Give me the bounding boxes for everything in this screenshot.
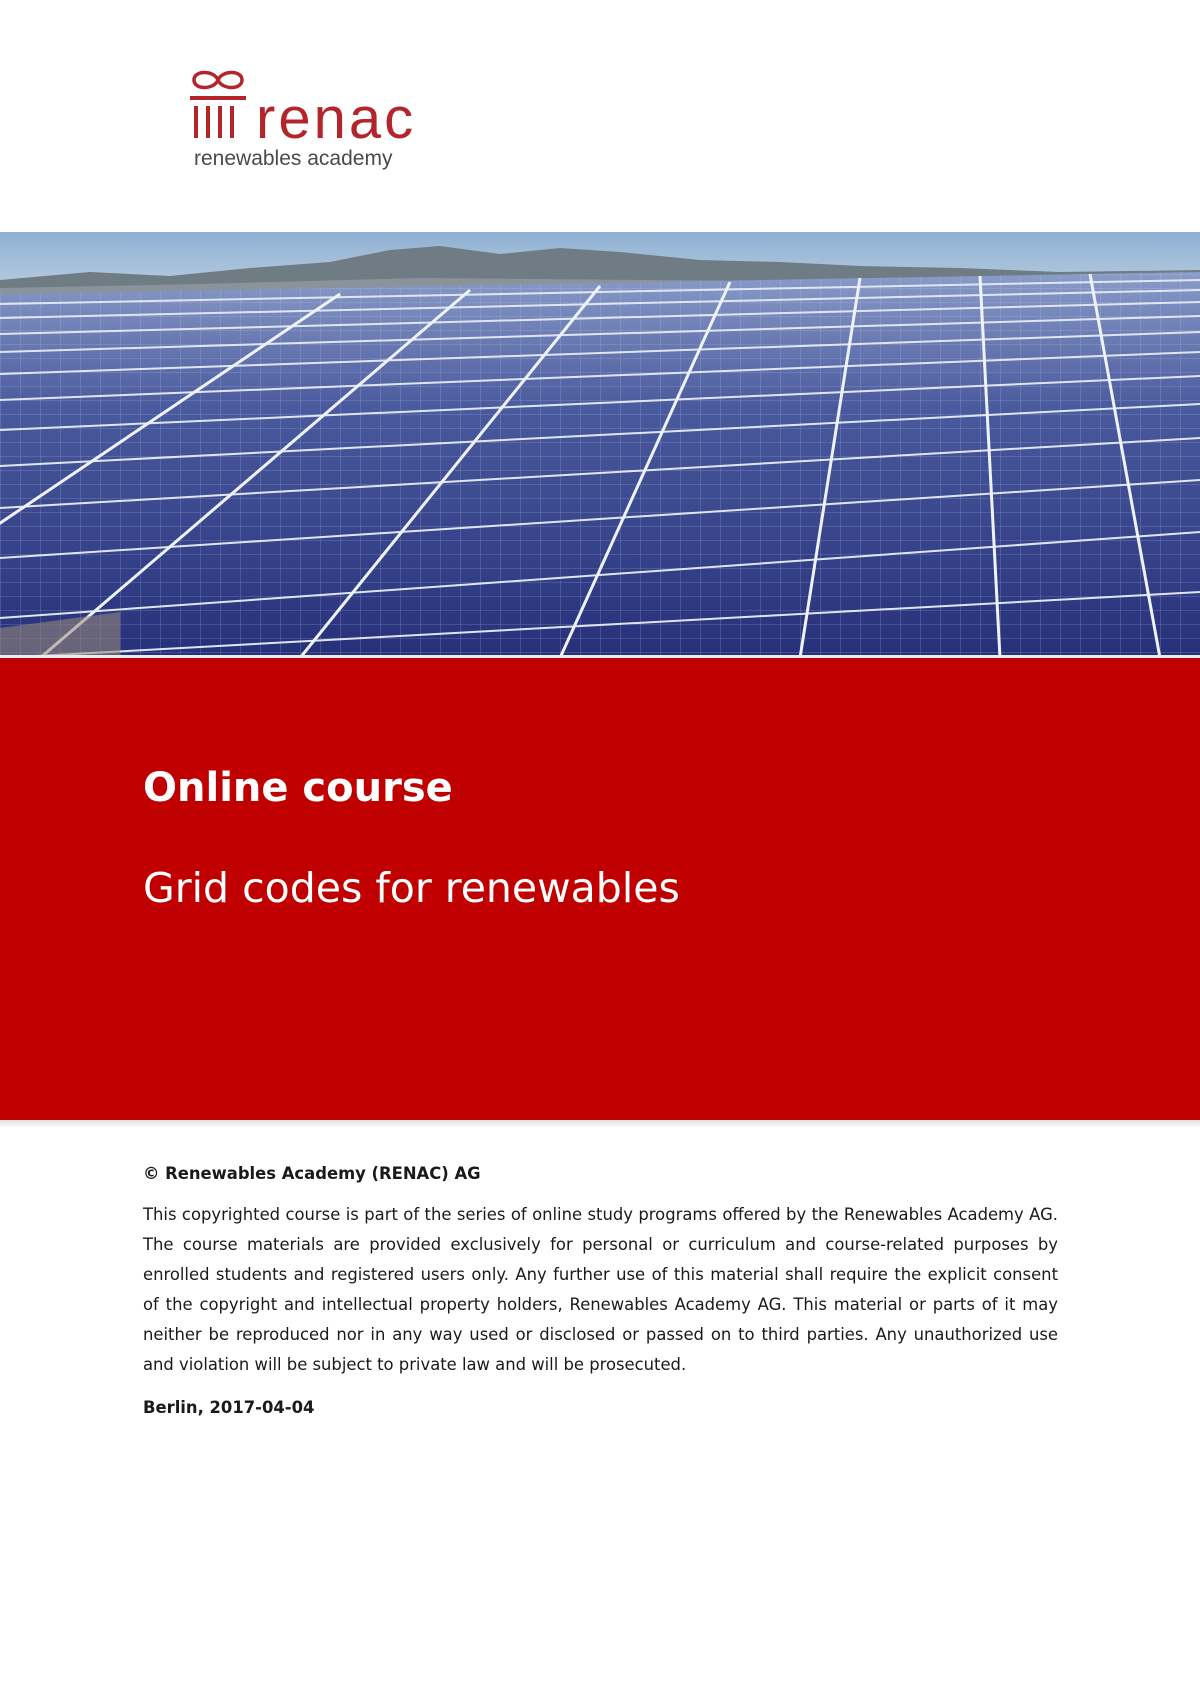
- course-type-label: Online course: [143, 765, 453, 811]
- logo-wordmark: renac: [256, 86, 417, 151]
- copyright-section: [143, 1162, 1058, 1420]
- renac-logo: [186, 66, 416, 176]
- logo-tagline: renewables academy: [194, 147, 393, 170]
- copyright-heading: © Renewables Academy (RENAC) AG: [143, 1164, 481, 1183]
- course-title: Grid codes for renewables: [143, 864, 680, 912]
- title-band: [0, 658, 1200, 1120]
- copyright-body: This copyrighted course is part of the series of online study programs offered by the Renewables Academy AG. The course materials are provided exclusively for personal or curriculum and course-related purposes by enrolled students and registered users only. Any further use of this material shall require the explicit consent of the copyright and intellectual property holders, Renewables Academy AG. This material or parts of it may neither be reproduced nor in any way used or disclosed or passed on to third parties. Any unauthorized use and violation will be subject to private law and will be prosecuted.: [143, 1205, 1058, 1374]
- column-infinity-logo-icon: [186, 68, 252, 144]
- band-shadow-divider: [0, 1120, 1200, 1128]
- solar-panel-field-photo: [0, 232, 1200, 658]
- place-date-line: Berlin, 2017-04-04: [143, 1398, 315, 1417]
